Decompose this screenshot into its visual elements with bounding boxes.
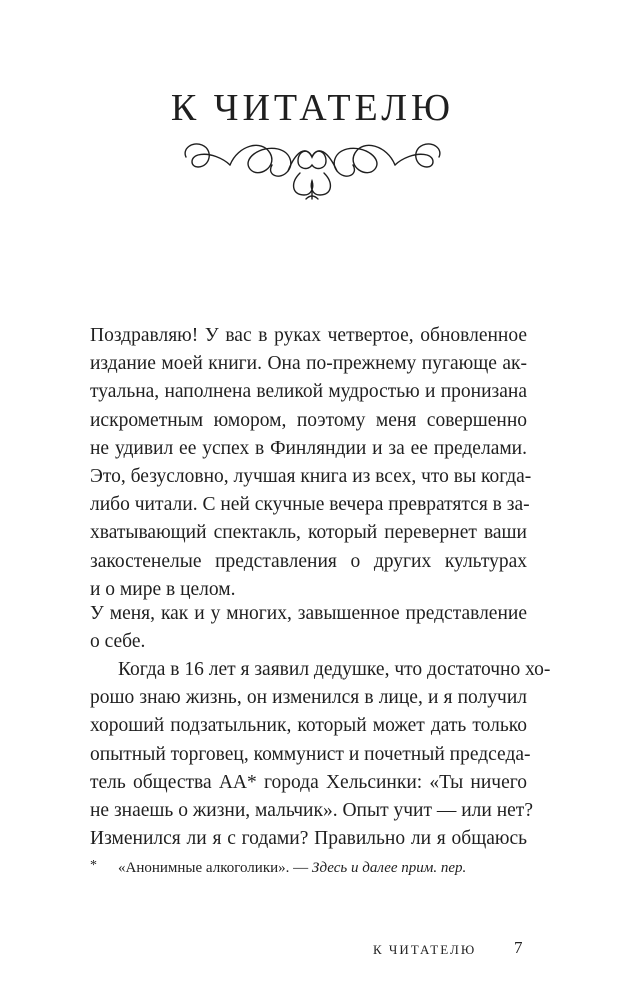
text-line: туальна, наполнена великой мудростью и пронизана — [90, 381, 527, 403]
chapter-title: К ЧИТАТЕЛЮ — [170, 87, 455, 129]
footnote-italic: Здесь и далее прим. пер. — [311, 860, 467, 876]
text-line: не удивил ее успех в Финляндии и за ее пределами. — [90, 437, 527, 459]
paragraph-3 — [90, 656, 551, 853]
text-line: Поздравляю! У вас в руках четвертое, обновленное — [90, 325, 527, 346]
calligraphic-flourish-icon — [180, 135, 445, 203]
footnote-text: «Анонимные алкоголики». — — [118, 860, 309, 876]
running-head: К ЧИТАТЕЛЮ — [373, 942, 477, 957]
text-line: либо читали. С ней скучные вечера превратятся в за- — [90, 494, 530, 516]
page-number: 7 — [514, 938, 523, 957]
text-line: Изменился ли я с годами? Правильно ли я общаюсь — [90, 828, 527, 850]
text-line: и о мире в целом. — [90, 578, 236, 600]
footnote-body — [118, 858, 466, 878]
text-line: Это, безусловно, лучшая книга из всех, что вы когда- — [90, 466, 532, 488]
text-line: искрометным юмором, поэтому меня совершенно — [90, 409, 527, 431]
paragraph-2 — [90, 600, 527, 656]
text-line: издание моей книги. Она по-прежнему пугающе ак- — [90, 353, 527, 375]
text-line: не знаешь о жизни, мальчик». Опыт учит — или нет? — [90, 800, 533, 822]
text-line: опытный торговец, коммунист и почетный председа- — [90, 743, 531, 765]
text-line: закостенелые представления о других культурах — [90, 550, 527, 572]
text-line: У меня, как и у многих, завышенное представление — [90, 603, 527, 624]
text-line: хороший подзатыльник, который может дать только — [90, 715, 527, 737]
paragraph-1 — [90, 322, 532, 604]
text-line: хватывающий спектакль, который перевернет ваши — [90, 522, 527, 544]
footnote-mark: * — [90, 858, 97, 873]
text-line: Когда в 16 лет я заявил дедушке, что достаточно хо- — [118, 659, 551, 680]
text-line: о себе. — [90, 631, 146, 653]
text-line: тель общества АА* города Хельсинки: «Ты ничего — [90, 771, 527, 793]
text-line: рошо знаю жизнь, он изменился в лице, и я получил — [90, 687, 527, 709]
